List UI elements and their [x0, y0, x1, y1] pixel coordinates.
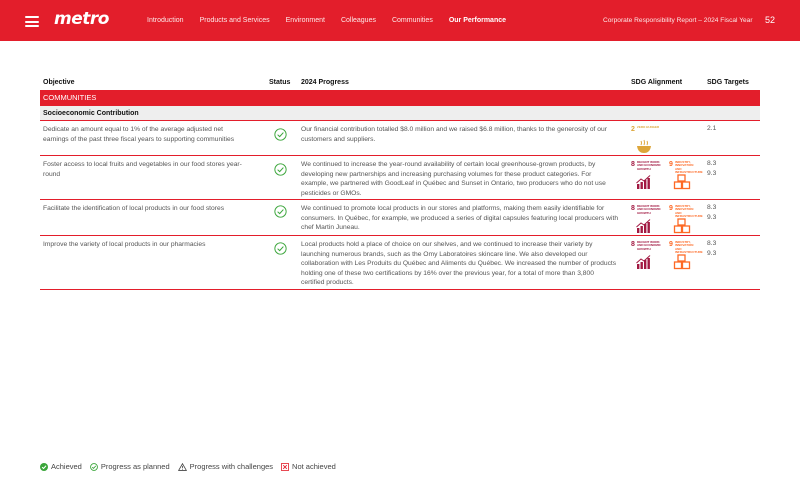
sdg-number: 8 [631, 205, 635, 212]
sdg-targets-cell [707, 124, 747, 134]
sdg-caption: INDUSTRY, INNOVATION AND INFRASTRUCTURE [675, 160, 703, 175]
sdg-target: 8.3 [707, 160, 717, 167]
table-row [40, 236, 760, 290]
status-legend [40, 462, 344, 471]
progress-planned-icon [274, 128, 287, 141]
sdg-2-icon [631, 125, 661, 143]
nav-environment[interactable]: Environment [285, 17, 325, 24]
hamburger-menu-icon[interactable] [25, 16, 39, 27]
sdg-targets-cell [707, 203, 747, 222]
col-progress: 2024 Progress [301, 79, 349, 86]
table-row [40, 156, 760, 200]
legend-achieved-label: Achieved [51, 462, 82, 471]
progress-cell: Our financial contribution totalled $8.0 million and we raised $6.8 million, thanks to the generosity of our customers and suppliers. [301, 126, 607, 143]
sdg-8-icon [631, 204, 661, 222]
growth-chart-icon [635, 218, 653, 234]
sdg-number: 2 [631, 126, 635, 133]
progress-planned-icon [274, 242, 287, 255]
progress-cell: Local products hold a place of choice on our shelves, and we continued to increase their variety by launching numerous brands, such as the Omy Laboratoires skincare line. We also developed our collaboration with Les Produits du Québec and Aliments du Québec. We increased the number of products holding one of these two certifications by 16% over the previous year, for a total of more than 3,800 certified products. [301, 241, 617, 286]
progress-planned-icon [274, 163, 287, 176]
nav-our-performance[interactable]: Our Performance [448, 17, 507, 24]
objective-cell: Foster access to local fruits and vegetables in our food stores year-round [43, 161, 242, 178]
col-sdg-targets: SDG Targets [707, 79, 749, 86]
sdg-target: 9.3 [707, 169, 717, 177]
sdg-8-icon [631, 240, 661, 258]
report-title: Corporate Responsibility Report – 2024 Fiscal Year [603, 17, 753, 24]
sdg-caption: DECENT WORK AND ECONOMIC GROWTH [637, 204, 661, 215]
main-nav [147, 17, 522, 24]
objective-cell: Dedicate an amount equal to 1% of the average adjusted net earnings of the past three fiscal years to supporting communities [43, 126, 235, 143]
legend-not-achieved [281, 462, 336, 471]
sdg-target: 2.1 [707, 125, 717, 132]
section-communities: COMMUNITIES [40, 90, 760, 106]
progress-cell: We continued to promote local products in our stores and platforms, making them easily identifiable for consumers. In Québec, for example, we produced a series of digital capsules featuring local producers with chef Martin Juneau. [301, 205, 619, 231]
sdg-number: 8 [631, 161, 635, 168]
sdg-caption: ZERO HUNGER [637, 125, 660, 129]
sdg-caption: INDUSTRY, INNOVATION AND INFRASTRUCTURE [675, 240, 703, 255]
sdg-alignment-cell [631, 240, 703, 276]
objectives-table [40, 78, 760, 290]
nav-introduction[interactable]: Introduction [147, 17, 184, 24]
sdg-alignment-cell [631, 204, 703, 240]
legend-achieved [40, 462, 82, 471]
sdg-9-icon [669, 160, 703, 178]
subsection-socioeconomic: Socioeconomic Contribution [40, 106, 760, 121]
sdg-number: 8 [631, 241, 635, 248]
sdg-number: 9 [669, 241, 673, 248]
col-status: Status [269, 79, 291, 86]
legend-progress-challenges [178, 462, 273, 471]
growth-chart-icon [635, 174, 653, 190]
sdg-target: 8.3 [707, 204, 717, 211]
nav-colleagues[interactable]: Colleagues [340, 17, 376, 24]
progress-planned-icon [274, 205, 287, 218]
top-bar [0, 0, 800, 41]
page-number: 52 [765, 15, 776, 25]
legend-progress-planned [90, 462, 170, 471]
table-header [40, 78, 760, 90]
not-achieved-icon [281, 463, 289, 471]
objective-cell: Improve the variety of local products in our pharmacies [43, 241, 206, 248]
col-sdg-alignment: SDG Alignment [631, 79, 683, 86]
sdg-8-icon [631, 160, 661, 178]
sdg-9-icon [669, 204, 703, 222]
sdg-caption: DECENT WORK AND ECONOMIC GROWTH [637, 160, 661, 171]
achieved-icon [40, 463, 48, 471]
sdg-caption: DECENT WORK AND ECONOMIC GROWTH [637, 240, 661, 251]
nav-products-services[interactable]: Products and Services [199, 17, 270, 24]
sdg-target: 9.3 [707, 213, 717, 221]
legend-progress-challenges-label: Progress with challenges [189, 462, 274, 471]
sdg-target: 9.3 [707, 249, 717, 257]
table-row [40, 200, 760, 236]
table-row [40, 121, 760, 156]
nav-communities[interactable]: Communities [391, 17, 433, 24]
sdg-alignment-cell [631, 160, 703, 196]
objective-cell: Facilitate the identification of local products in our food stores [43, 205, 225, 212]
progress-planned-icon [90, 463, 98, 471]
cubes-icon [673, 174, 691, 190]
sdg-number: 9 [669, 161, 673, 168]
sdg-9-icon [669, 240, 703, 258]
progress-cell: We continued to increase the year-round availability of certain local greenhouse-grown products, by developing new partnerships and increasing purchasing volumes for these product categories. For example, we partnered with GoodLeaf in Québec and Sunset in Ontario, two producers who do not use pesticides or GMOs. [301, 161, 606, 197]
brand-logo[interactable]: metro [54, 9, 109, 29]
bowl-icon [635, 139, 653, 155]
growth-chart-icon [635, 254, 653, 270]
warning-triangle-icon [178, 463, 187, 471]
cubes-icon [673, 254, 691, 270]
sdg-number: 9 [669, 205, 673, 212]
sdg-caption: INDUSTRY, INNOVATION AND INFRASTRUCTURE [675, 204, 703, 219]
cubes-icon [673, 218, 691, 234]
legend-not-achieved-label: Not achieved [292, 462, 336, 471]
legend-progress-planned-label: Progress as planned [100, 462, 170, 471]
col-objective: Objective [43, 79, 75, 86]
sdg-target: 8.3 [707, 240, 717, 247]
sdg-targets-cell [707, 159, 747, 178]
sdg-targets-cell [707, 239, 747, 258]
